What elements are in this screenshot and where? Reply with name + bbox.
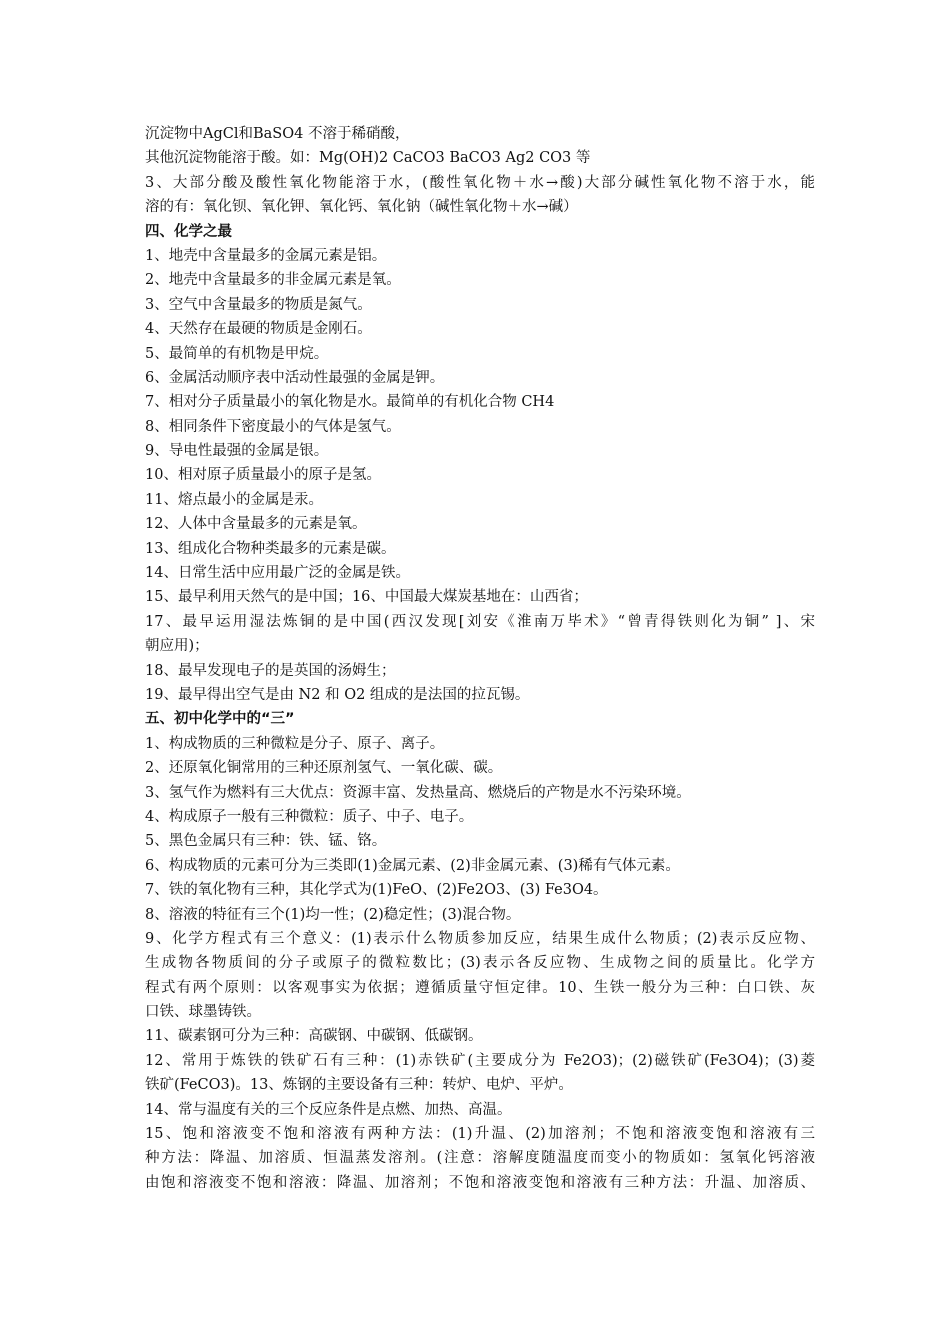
text-line: 5、黑色金属只有三种：铁、锰、铬。 [145,833,387,850]
text-line: 生成物各物质间的分子或原子的微粒数比；(3)表示各反应物、生成物之间的质量比。化学方 [145,955,815,972]
text-line: 8、相同条件下密度最小的气体是氢气。 [145,418,401,435]
section-heading: 四、化学之最 [145,223,232,240]
text-line: 程式有两个原则：以客观事实为依据；遵循质量守恒定律。10、生铁一般分为三种：白口铁、灰 [145,979,815,996]
document-page [145,122,815,1195]
text-line: 溶的有：氧化钡、氧化钾、氧化钙、氧化钠（碱性氧化物＋水→碱） [145,199,578,216]
text-line: 5、最简单的有机物是甲烷。 [145,345,329,362]
text-line: 9、化学方程式有三个意义：(1)表示什么物质参加反应，结果生成什么物质；(2)表示反应物、 [145,930,815,947]
text-line: 14、日常生活中应用最广泛的金属是铁。 [145,565,410,582]
text-line: 铁矿(FeCO3)。13、炼钢的主要设备有三种：转炉、电炉、平炉。 [145,1077,573,1094]
text-line: 4、构成原子一般有三种微粒：质子、中子、电子。 [145,808,474,825]
text-line: 口铁、球墨铸铁。 [145,1004,261,1021]
text-line: 12、人体中含量最多的元素是氧。 [145,516,367,533]
text-line: 2、地壳中含量最多的非金属元素是氧。 [145,272,401,289]
text-line: 由饱和溶液变不饱和溶液：降温、加溶剂；不饱和溶液变饱和溶液有三种方法：升温、加溶质、 [145,1174,815,1191]
text-line: 6、构成物质的元素可分为三类即(1)金属元素、(2)非金属元素、(3)稀有气体元素。 [145,857,680,874]
text-line: 11、碳素钢可分为三种：高碳钢、中碳钢、低碳钢。 [145,1028,483,1045]
text-line: 3、大部分酸及酸性氧化物能溶于水，(酸性氧化物＋水→酸)大部分碱性氧化物不溶于水，能 [145,174,815,191]
text-line: 14、常与温度有关的三个反应条件是点燃、加热、高温。 [145,1101,512,1118]
section-heading: 五、初中化学中的“三” [145,711,295,728]
text-line: 3、氢气作为燃料有三大优点：资源丰富、发热量高、燃烧后的产物是水不污染环境。 [145,784,691,801]
text-line: 1、构成物质的三种微粒是分子、原子、离子。 [145,735,445,752]
text-line: 12、常用于炼铁的铁矿石有三种：(1)赤铁矿(主要成分为 Fe2O3)；(2)磁铁矿(Fe3O4)；(3)菱 [145,1052,815,1069]
text-line: 种方法：降温、加溶质、恒温蒸发溶剂。(注意：溶解度随温度而变小的物质如：氢氧化钙溶液 [145,1150,815,1167]
text-line: 3、空气中含量最多的物质是氮气。 [145,296,372,313]
text-line: 15、最早利用天然气的是中国；16、中国最大煤炭基地在：山西省； [145,589,588,606]
text-line: 4、天然存在最硬的物质是金刚石。 [145,321,372,338]
text-line: 其他沉淀物能溶于酸。如：Mg(OH)2 CaCO3 BaCO3 Ag2 CO3 等 [145,150,591,167]
text-line: 7、相对分子质量最小的氧化物是水。最简单的有机化合物 CH4 [145,394,555,411]
text-line: 6、金属活动顺序表中活动性最强的金属是钾。 [145,369,445,386]
text-line: 朝应用)； [145,638,209,655]
text-line: 17、最早运用湿法炼铜的是中国(西汉发现[刘安《淮南万毕术》“曾青得铁则化为铜” ]、宋 [145,613,815,630]
text-line: 8、溶液的特征有三个(1)均一性；(2)稳定性；(3)混合物。 [145,906,521,923]
text-line: 7、铁的氧化物有三种，其化学式为(1)FeO、(2)Fe2O3、(3) Fe3O4。 [145,882,608,899]
text-line: 1、地壳中含量最多的金属元素是铝。 [145,247,387,264]
text-line: 11、熔点最小的金属是汞。 [145,491,323,508]
text-line: 13、组成化合物种类最多的元素是碳。 [145,540,396,557]
text-line: 沉淀物中AgCl和BaSO4 不溶于稀硝酸， [145,126,410,142]
text-line: 19、最早得出空气是由 N2 和 O2 组成的是法国的拉瓦锡。 [145,686,530,703]
text-line: 2、还原氧化铜常用的三种还原剂氢气、一氧化碳、碳。 [145,760,503,777]
text-line: 18、最早发现电子的是英国的汤姆生； [145,662,396,679]
text-line: 15、饱和溶液变不饱和溶液有两种方法：(1)升温、(2)加溶剂；不饱和溶液变饱和溶液有三 [145,1126,815,1143]
text-line: 9、导电性最强的金属是银。 [145,443,329,460]
text-line: 10、相对原子质量最小的原子是氢。 [145,467,381,484]
